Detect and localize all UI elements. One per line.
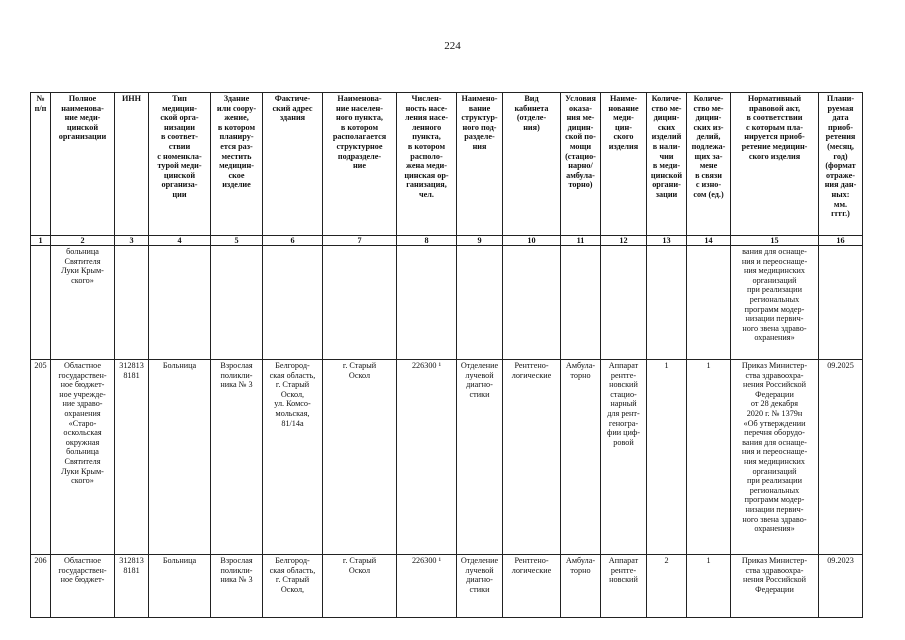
cell-unit: Отделение лучевой диагно- стики [457, 555, 503, 618]
cell-date: 09.2023 [819, 555, 863, 618]
header-org-type: Тип медицин- ской орга- низации в соответ- ствии с номенкла- турой меди- цинской организа- ции [149, 93, 211, 236]
cell-type: Больница [149, 555, 211, 618]
cell-device: Аппарат рентге- новский [601, 555, 647, 618]
cell-conditions: Амбула- торно [561, 555, 601, 618]
table-cell [397, 246, 457, 360]
header-full-name: Полное наименова- ние меди- цинской организации [51, 93, 115, 236]
column-number: 9 [457, 236, 503, 246]
column-number: 8 [397, 236, 457, 246]
cell-num: 206 [31, 555, 51, 618]
table-cell [687, 246, 731, 360]
table-cell [503, 246, 561, 360]
table-cell [601, 246, 647, 360]
table-cell [115, 246, 149, 360]
cell-unit: Отделение лучевой диагно- стики [457, 360, 503, 555]
table-cell [211, 246, 263, 360]
medical-device-table [30, 92, 863, 618]
header-conditions: Условия оказа- ния ме- дицин- ской по- мощи (стацио- нарно/ амбула- торно) [561, 93, 601, 236]
cell-act: Приказ Министер- ства здравоохра- нения Российской Федерации [731, 555, 819, 618]
table-row-continuation [31, 246, 863, 360]
cell-building: Взрослая поликли- ника № 3 [211, 555, 263, 618]
header-act: Нормативный правовой акт, в соответствии с которым пла- нируется приоб- ретение медицин- ского изделия [731, 93, 819, 236]
header-device: Наиме- нование меди- цин- ского изделия [601, 93, 647, 236]
header-locality: Наименова- ние населен- ного пункта, в котором располагается структурное подразделе- ние [323, 93, 397, 236]
column-number: 1 [31, 236, 51, 246]
table-cell [149, 246, 211, 360]
header-replace: Количе- ство ме- дицин- ских из- делий, подлежа- щих за- мене в связи с изно- сом (ед.) [687, 93, 731, 236]
table-cell [263, 246, 323, 360]
table-cell [647, 246, 687, 360]
cell-act: Приказ Министер- ства здравоохра- нения Российской Федерации от 28 декабря 2020 г. № 1379н «Об утверждении перечня оборудо- вания для оснаще- ния и переоснаще- ния медицинских организаций при реализации региональных программ модер- низации первич- ного звена здраво- охранения» [731, 360, 819, 555]
table-cell [457, 246, 503, 360]
table-cell [31, 246, 51, 360]
cell-device: Аппарат рентге- новский стацио- нарный для рент- геногра- фии циф- ровой [601, 360, 647, 555]
column-number: 11 [561, 236, 601, 246]
header-building: Здание или соору- жение, в котором планиру- ется раз- местить медицин- ское изделие [211, 93, 263, 236]
column-number: 10 [503, 236, 561, 246]
column-number: 16 [819, 236, 863, 246]
header-population: Числен- ность насе- ления насе- ленного пункта, в котором располо- жена меди- цинская ор- ганизация, чел. [397, 93, 457, 236]
cell-act: вания для оснаще- ния и переоснаще- ния медицинских организаций при реализации региональных программ модер- низации первич- ного звена здраво- охранения» [731, 246, 819, 360]
cell-name: Областное государствен- ное бюджет- ное учрежде- ние здраво- охранения «Старо- оскольская окружная больница Святителя Луки Крым- ского» [51, 360, 115, 555]
cell-date: 09.2025 [819, 360, 863, 555]
column-number: 5 [211, 236, 263, 246]
cell-name: больница Святителя Луки Крым- ского» [51, 246, 115, 360]
column-number: 3 [115, 236, 149, 246]
table-cell [819, 246, 863, 360]
header-inn: ИНН [115, 93, 149, 236]
cell-name: Областное государствен- ное бюджет- [51, 555, 115, 618]
cell-num: 205 [31, 360, 51, 555]
cell-qty: 2 [647, 555, 687, 618]
column-number: 7 [323, 236, 397, 246]
header-address: Фактиче- ский адрес здания [263, 93, 323, 236]
cell-population: 226300 ¹ [397, 555, 457, 618]
column-number: 6 [263, 236, 323, 246]
cell-building: Взрослая поликли- ника № 3 [211, 360, 263, 555]
cell-qty: 1 [647, 360, 687, 555]
page-number: 224 [444, 40, 461, 52]
table-cell [323, 246, 397, 360]
header-unit: Наимено- вание структур- ного под- разделе- ния [457, 93, 503, 236]
cell-conditions: Амбула- торно [561, 360, 601, 555]
column-number: 14 [687, 236, 731, 246]
header-date: Плани- руемая дата приоб- ретения (месяц, год) (формат отраже- ния дан- ных: мм. гггг.) [819, 93, 863, 236]
cell-cabinet: Рентгено- логические [503, 555, 561, 618]
column-number: 12 [601, 236, 647, 246]
cell-inn: 312813 8181 [115, 360, 149, 555]
cell-locality: г. Старый Оскол [323, 555, 397, 618]
cell-type: Больница [149, 360, 211, 555]
cell-population: 226300 ¹ [397, 360, 457, 555]
column-number: 2 [51, 236, 115, 246]
column-number: 15 [731, 236, 819, 246]
table-row [31, 360, 863, 555]
column-number: 13 [647, 236, 687, 246]
cell-replace: 1 [687, 555, 731, 618]
cell-locality: г. Старый Оскол [323, 360, 397, 555]
column-number-row [31, 236, 863, 246]
table-row [31, 555, 863, 618]
header-row [31, 93, 863, 236]
header-cabinet: Вид кабинета (отделе- ния) [503, 93, 561, 236]
cell-cabinet: Рентгено- логические [503, 360, 561, 555]
table-cell [561, 246, 601, 360]
cell-address: Белгород- ская область, г. Старый Оскол, [263, 555, 323, 618]
header-num: № п/п [31, 93, 51, 236]
cell-replace: 1 [687, 360, 731, 555]
column-number: 4 [149, 236, 211, 246]
header-qty: Количе- ство ме- дицин- ских изделий в нали- чии в меди- цинской органи- зации [647, 93, 687, 236]
cell-address: Белгород- ская область, г. Старый Оскол, ул. Комсо- мольская, 81/14а [263, 360, 323, 555]
cell-inn: 312813 8181 [115, 555, 149, 618]
